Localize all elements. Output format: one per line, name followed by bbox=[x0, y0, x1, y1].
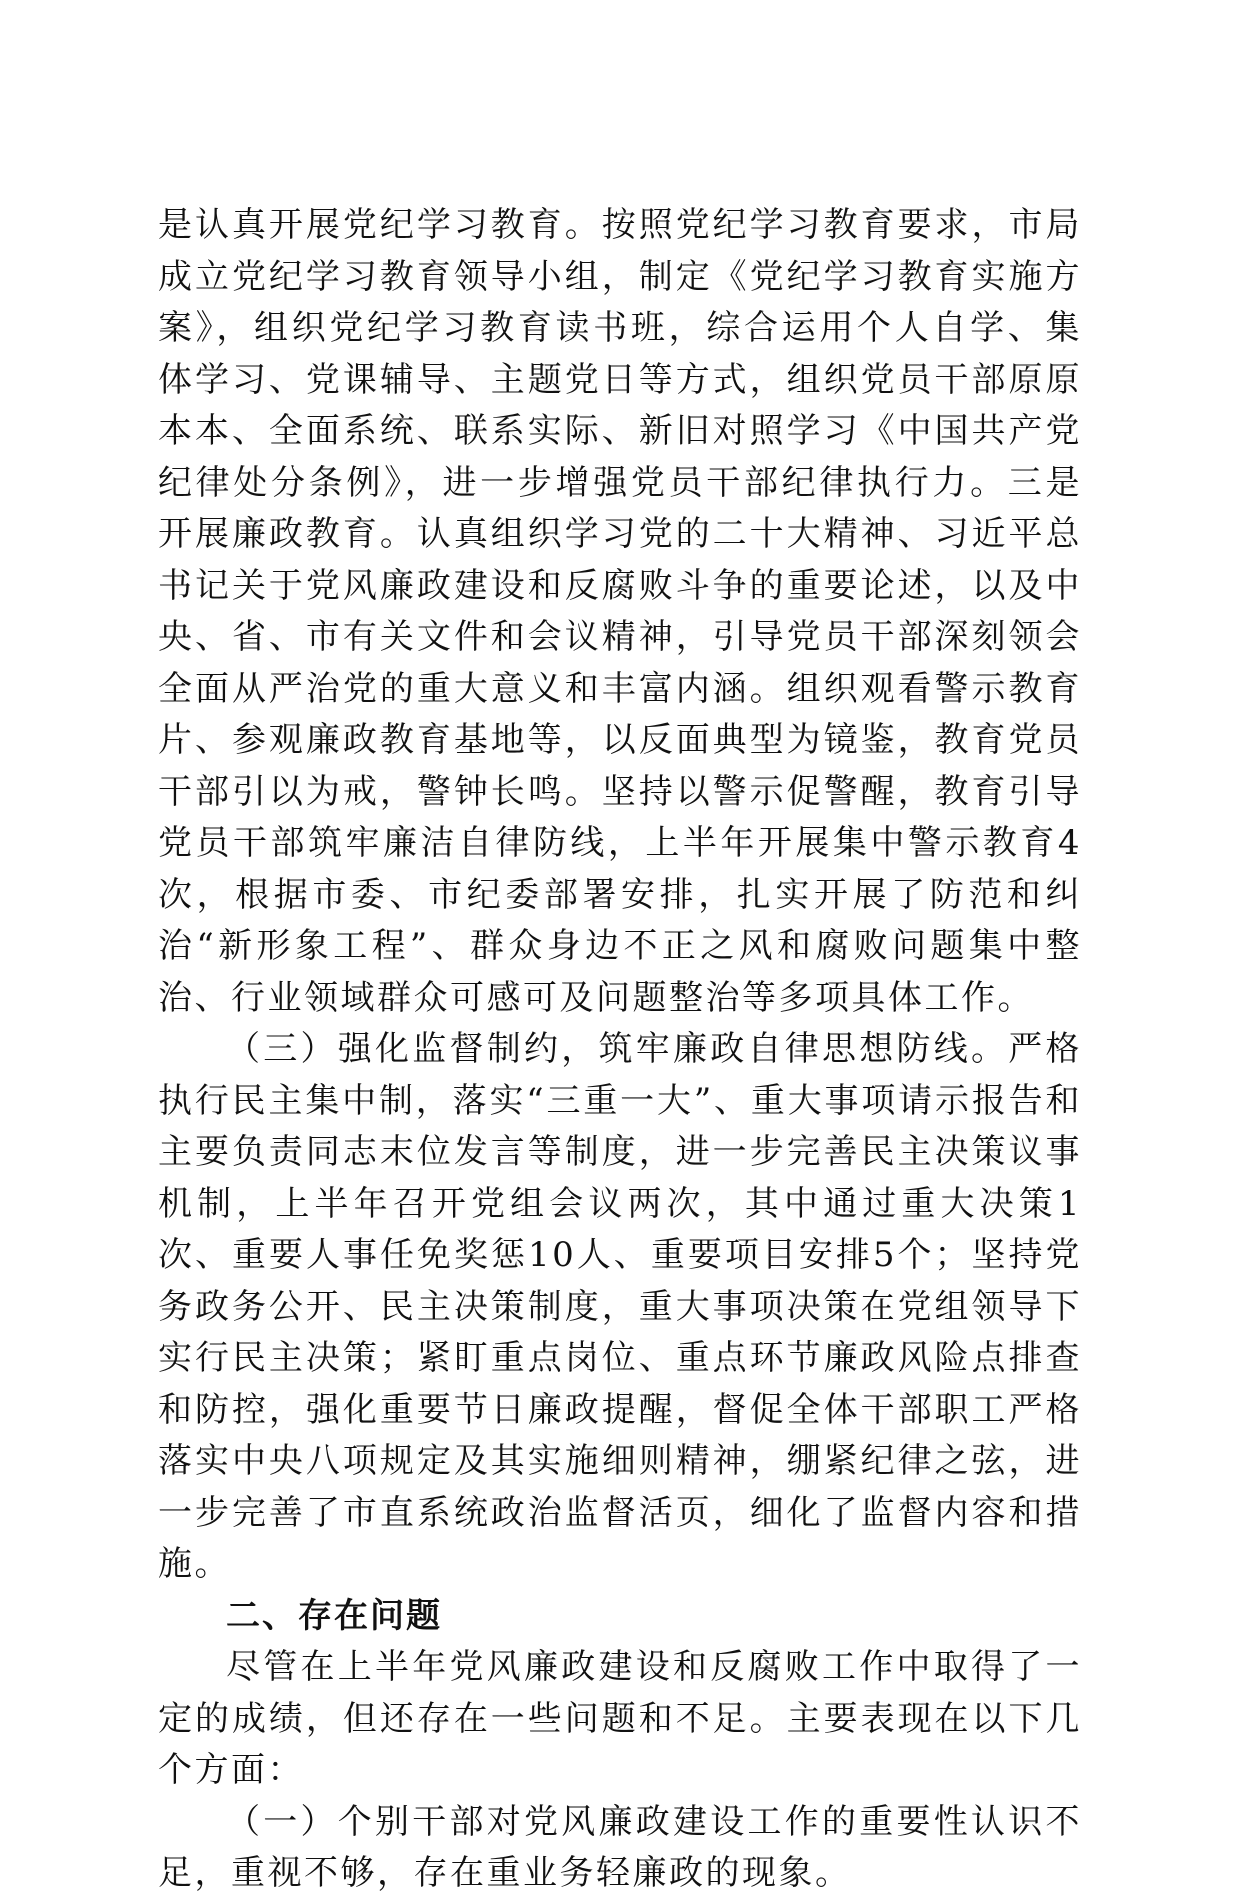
paragraph-problem-one: （一）个别干部对党风廉政建设工作的重要性认识不足，重视不够，存在重业务轻廉政的现象。 bbox=[158, 1801, 1082, 1893]
paragraph-supervision-constraints: （三）强化监督制约，筑牢廉政自律思想防线。严格执行民主集中制，落实“三重一大”、重大事项请示报告和主要负责同志末位发言等制度，进一步完善民主决策议事机制，上半年召开党组会议两次，其中通过重大决策1次、重要人事任免奖惩10人、重要项目安排5个；坚持党务政务公开、民主决策制度，重大事项决策在党组领导下实行民主决策；紧盯重点岗位、重点环节廉政风险点排查和防控，强化重要节日廉政提醒，督促全体干部职工严格落实中央八项规定及其实施细则精神，绷紧纪律之弦，进一步完善了市直系统政治监督活页，细化了监督内容和措施。 bbox=[158, 1029, 1082, 1584]
paragraph-problems-intro: 尽管在上半年党风廉政建设和反腐败工作中取得了一定的成绩，但还存在一些问题和不足。主要表现在以下几个方面： bbox=[158, 1647, 1082, 1790]
document-body bbox=[158, 200, 1082, 1900]
paragraph-party-discipline-education: 是认真开展党纪学习教育。按照党纪学习教育要求，市局成立党纪学习教育领导小组，制定《党纪学习教育实施方案》，组织党纪学习教育读书班，综合运用个人自学、集体学习、党课辅导、主题党日等方式，组织党员干部原原本本、全面系统、联系实际、新旧对照学习《中国共产党纪律处分条例》，进一步增强党员干部纪律执行力。三是开展廉政教育。认真组织学习党的二十大精神、习近平总书记关于党风廉政建设和反腐败斗争的重要论述，以及中央、省、市有关文件和会议精神，引导党员干部深刻领会全面从严治党的重大意义和丰富内涵。组织观看警示教育片、参观廉政教育基地等，以反面典型为镜鉴，教育党员干部引以为戒，警钟长鸣。坚持以警示促警醒，教育引导党员干部筑牢廉洁自律防线，上半年开展集中警示教育4次，根据市委、市纪委部署安排，扎实开展了防范和纠治“新形象工程”、群众身边不正之风和腐败问题集中整治、行业领域群众可感可及问题整治等多项具体工作。 bbox=[158, 205, 1082, 1018]
section-heading-existing-problems: 二、存在问题 bbox=[226, 1595, 442, 1636]
